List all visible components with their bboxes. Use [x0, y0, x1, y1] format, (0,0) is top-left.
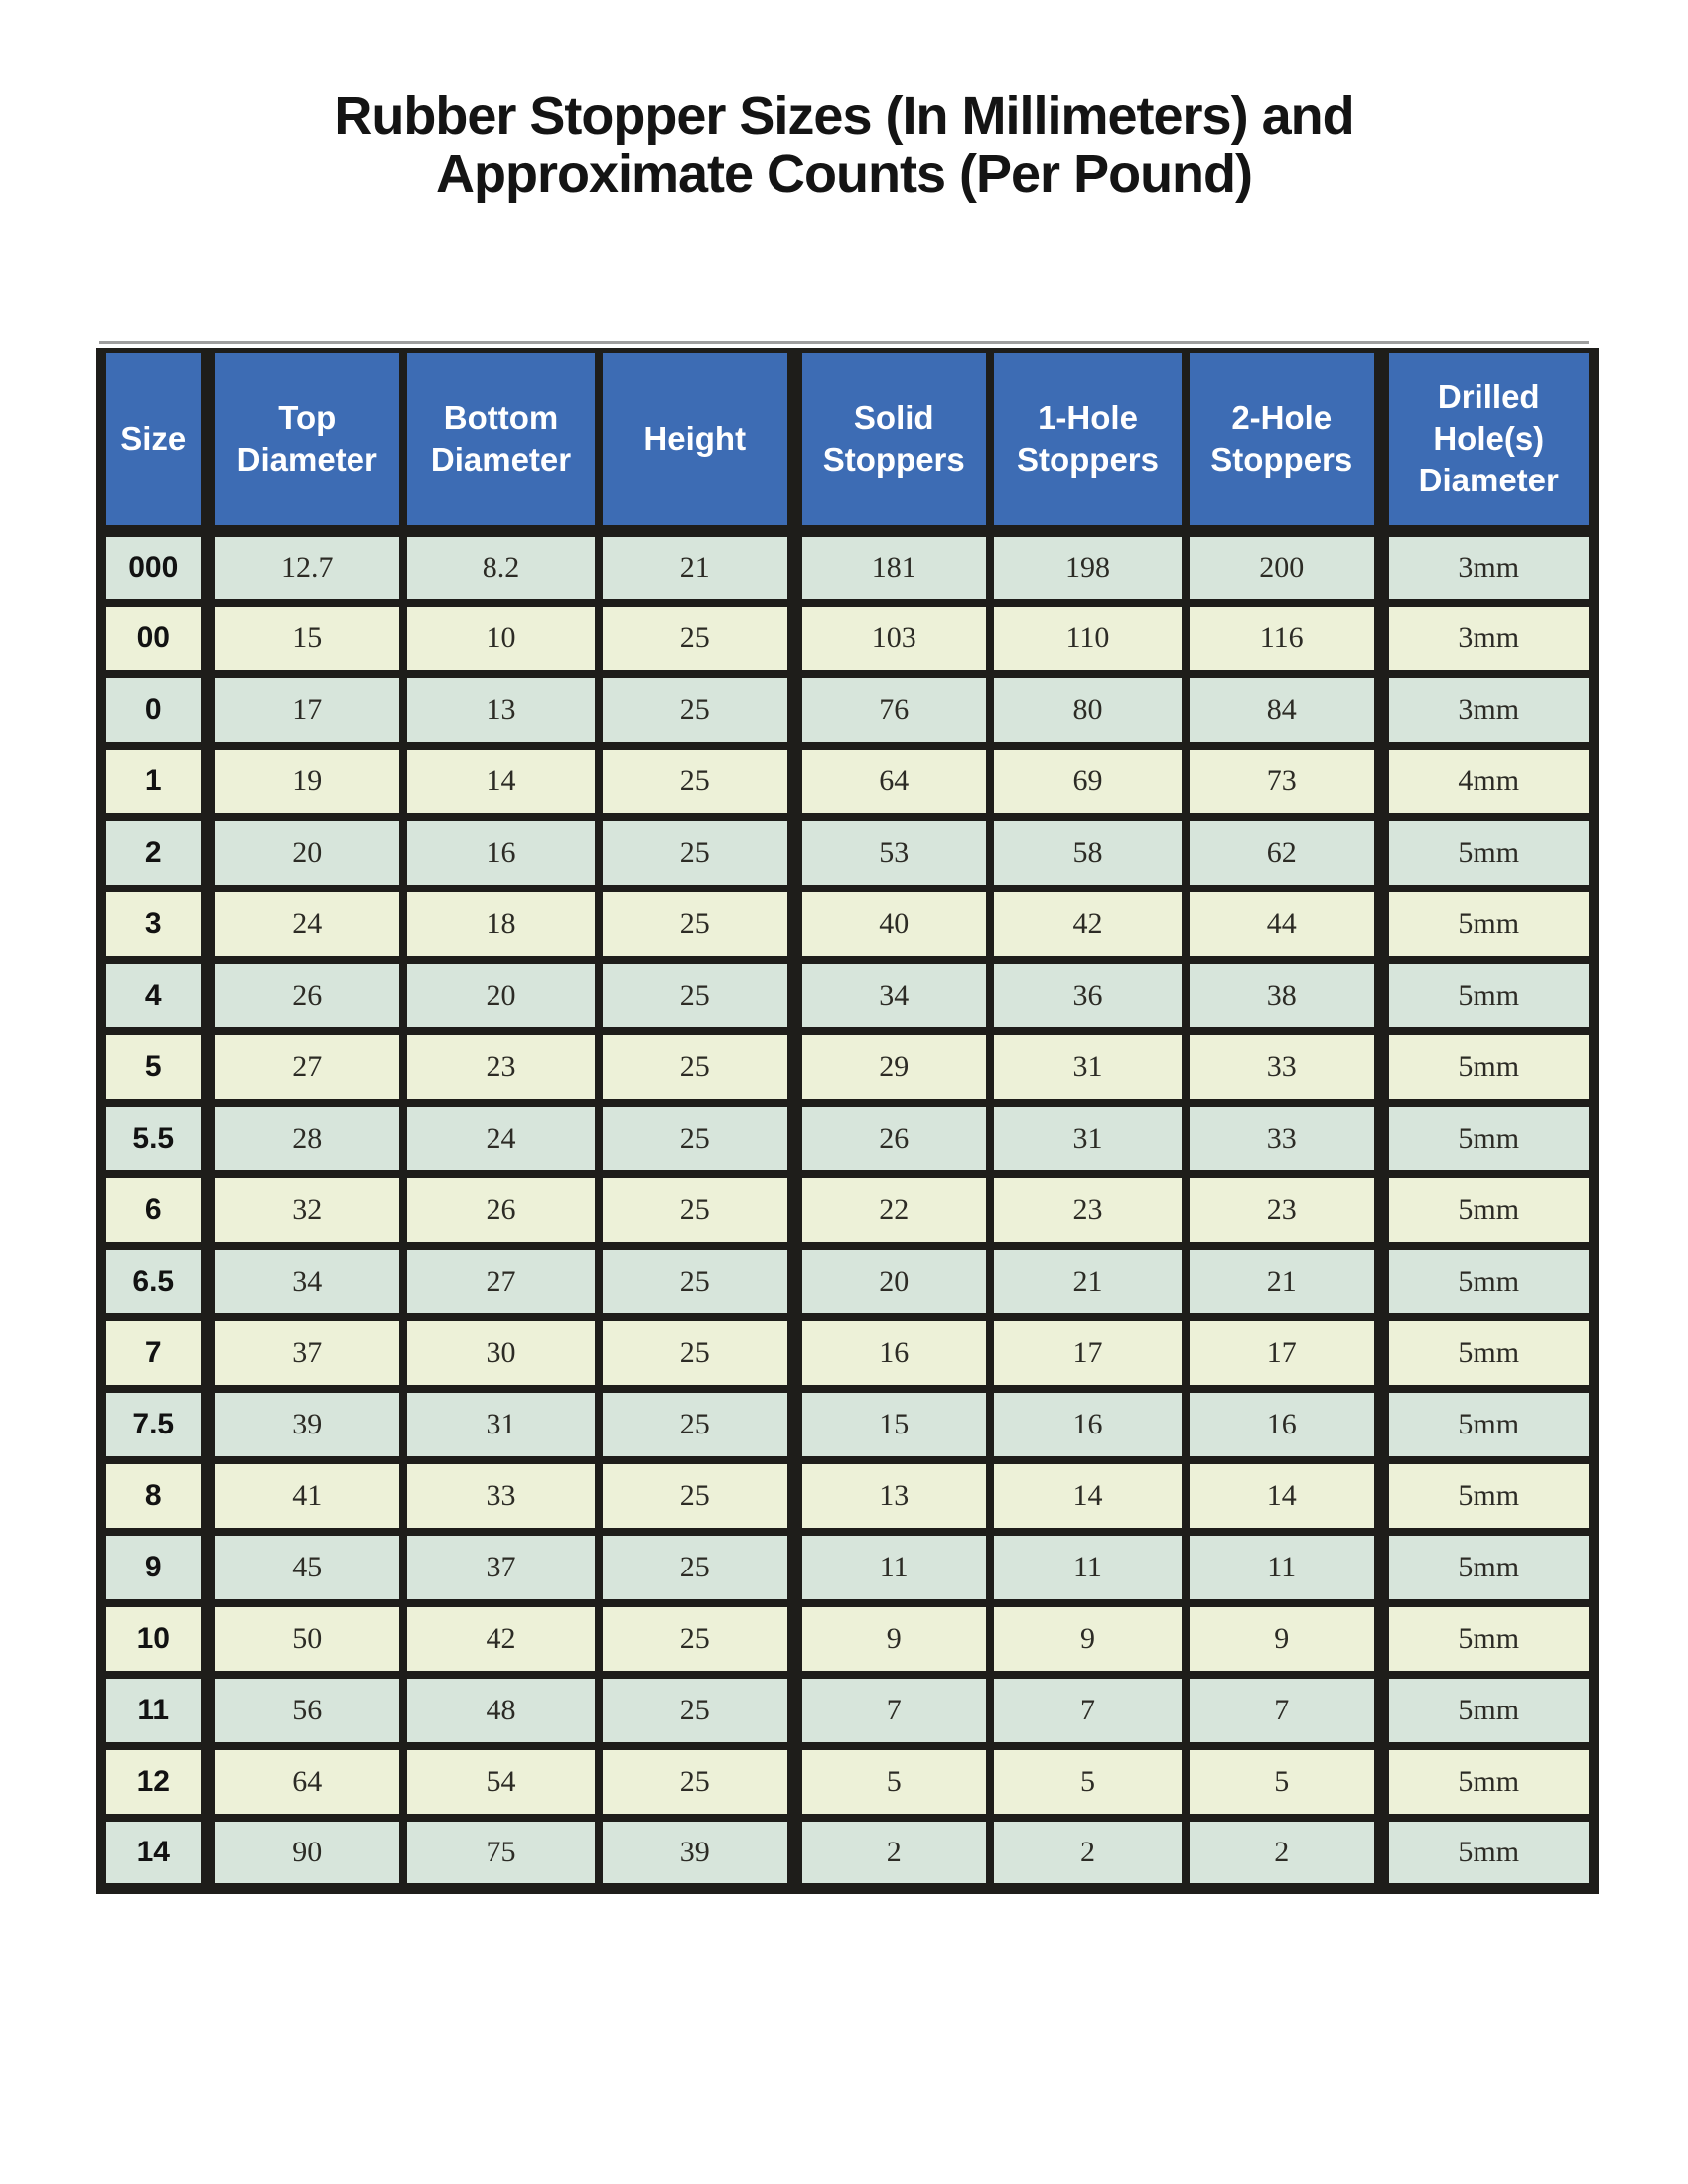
table-cell: 25: [599, 817, 794, 888]
table-cell: 20: [403, 960, 599, 1031]
table-cell: 5mm: [1381, 1246, 1594, 1317]
table-cell: 3mm: [1381, 674, 1594, 746]
table-cell: 16: [990, 1389, 1186, 1460]
table-cell: 5mm: [1381, 1603, 1594, 1675]
table-cell: 58: [990, 817, 1186, 888]
table-cell: 25: [599, 1103, 794, 1174]
table-cell: 2: [1186, 1818, 1381, 1889]
table-cell: 5mm: [1381, 888, 1594, 960]
table-cell: 5mm: [1381, 1746, 1594, 1818]
row-size-label: 6: [101, 1174, 208, 1246]
table-cell: 23: [990, 1174, 1186, 1246]
table-cell: 40: [794, 888, 990, 960]
table-cell: 7: [794, 1675, 990, 1746]
table-cell: 26: [403, 1174, 599, 1246]
table-cell: 7: [1186, 1675, 1381, 1746]
table-cell: 27: [208, 1031, 403, 1103]
table-cell: 21: [990, 1246, 1186, 1317]
row-size-label: 8: [101, 1460, 208, 1532]
table-cell: 15: [794, 1389, 990, 1460]
table-cell: 17: [1186, 1317, 1381, 1389]
table-cell: 25: [599, 1389, 794, 1460]
page-title: [0, 87, 1688, 203]
table-row: [101, 746, 1594, 817]
table-cell: 5mm: [1381, 817, 1594, 888]
row-size-label: 10: [101, 1603, 208, 1675]
table-cell: 16: [403, 817, 599, 888]
table-cell: 29: [794, 1031, 990, 1103]
column-header-top: Top Diameter: [208, 351, 403, 531]
table-cell: 33: [403, 1460, 599, 1532]
table-cell: 14: [403, 746, 599, 817]
table-cell: 7: [990, 1675, 1186, 1746]
table-cell: 14: [1186, 1460, 1381, 1532]
table-cell: 9: [990, 1603, 1186, 1675]
table-cell: 25: [599, 1317, 794, 1389]
table-cell: 22: [794, 1174, 990, 1246]
table-cell: 50: [208, 1603, 403, 1675]
row-size-label: 9: [101, 1532, 208, 1603]
table-row: [101, 1746, 1594, 1818]
table-cell: 5mm: [1381, 960, 1594, 1031]
table-cell: 25: [599, 960, 794, 1031]
table-row: [101, 531, 1594, 603]
table-cell: 56: [208, 1675, 403, 1746]
table-cell: 34: [794, 960, 990, 1031]
table-cell: 84: [1186, 674, 1381, 746]
table-cell: 48: [403, 1675, 599, 1746]
table-cell: 10: [403, 603, 599, 674]
table-cell: 44: [1186, 888, 1381, 960]
table-cell: 20: [794, 1246, 990, 1317]
table-cell: 11: [1186, 1532, 1381, 1603]
table-cell: 5: [1186, 1746, 1381, 1818]
table-cell: 5mm: [1381, 1675, 1594, 1746]
table-row: [101, 674, 1594, 746]
table-top-rule: [99, 341, 1589, 344]
column-header-one-hole: 1-Hole Stoppers: [990, 351, 1186, 531]
table-cell: 33: [1186, 1031, 1381, 1103]
table-cell: 13: [794, 1460, 990, 1532]
table-cell: 9: [1186, 1603, 1381, 1675]
table-cell: 5mm: [1381, 1103, 1594, 1174]
table-cell: 5mm: [1381, 1031, 1594, 1103]
table-cell: 5mm: [1381, 1532, 1594, 1603]
table-cell: 64: [794, 746, 990, 817]
table-cell: 36: [990, 960, 1186, 1031]
column-header-bottom: Bottom Diameter: [403, 351, 599, 531]
table-row: [101, 1460, 1594, 1532]
stopper-size-table: [96, 348, 1599, 1894]
table-cell: 38: [1186, 960, 1381, 1031]
table-cell: 4mm: [1381, 746, 1594, 817]
table-row: [101, 1246, 1594, 1317]
table-cell: 18: [403, 888, 599, 960]
table-cell: 9: [794, 1603, 990, 1675]
row-size-label: 12: [101, 1746, 208, 1818]
table-cell: 5mm: [1381, 1317, 1594, 1389]
table-cell: 34: [208, 1246, 403, 1317]
table-cell: 53: [794, 817, 990, 888]
table-cell: 2: [794, 1818, 990, 1889]
table-cell: 17: [990, 1317, 1186, 1389]
table-cell: 3mm: [1381, 603, 1594, 674]
table-cell: 20: [208, 817, 403, 888]
table-cell: 5mm: [1381, 1174, 1594, 1246]
table-row: [101, 1675, 1594, 1746]
row-size-label: 00: [101, 603, 208, 674]
row-size-label: 1: [101, 746, 208, 817]
table-cell: 25: [599, 1246, 794, 1317]
table-row: [101, 1389, 1594, 1460]
table-cell: 19: [208, 746, 403, 817]
table-header: [101, 351, 1594, 531]
table-cell: 25: [599, 1460, 794, 1532]
table-cell: 30: [403, 1317, 599, 1389]
table-row: [101, 1603, 1594, 1675]
table-row: [101, 1103, 1594, 1174]
table-row: [101, 1174, 1594, 1246]
table-body: [101, 531, 1594, 1889]
table-cell: 116: [1186, 603, 1381, 674]
row-size-label: 7.5: [101, 1389, 208, 1460]
table-cell: 45: [208, 1532, 403, 1603]
table-cell: 16: [1186, 1389, 1381, 1460]
table-cell: 103: [794, 603, 990, 674]
table-header-row: [101, 351, 1594, 531]
table-cell: 75: [403, 1818, 599, 1889]
table-cell: 64: [208, 1746, 403, 1818]
row-size-label: 000: [101, 531, 208, 603]
table-cell: 90: [208, 1818, 403, 1889]
table-cell: 69: [990, 746, 1186, 817]
table-cell: 25: [599, 603, 794, 674]
table-cell: 76: [794, 674, 990, 746]
column-header-height: Height: [599, 351, 794, 531]
row-size-label: 5: [101, 1031, 208, 1103]
row-size-label: 7: [101, 1317, 208, 1389]
table-cell: 62: [1186, 817, 1381, 888]
table-cell: 17: [208, 674, 403, 746]
table-cell: 80: [990, 674, 1186, 746]
table-cell: 27: [403, 1246, 599, 1317]
table-cell: 39: [599, 1818, 794, 1889]
table-cell: 41: [208, 1460, 403, 1532]
table-cell: 15: [208, 603, 403, 674]
table-cell: 16: [794, 1317, 990, 1389]
table-cell: 25: [599, 1675, 794, 1746]
table-row: [101, 1031, 1594, 1103]
table-cell: 5mm: [1381, 1818, 1594, 1889]
table-row: [101, 603, 1594, 674]
table-cell: 26: [794, 1103, 990, 1174]
table-cell: 24: [403, 1103, 599, 1174]
table-cell: 11: [990, 1532, 1186, 1603]
table-cell: 5: [990, 1746, 1186, 1818]
row-size-label: 11: [101, 1675, 208, 1746]
table-cell: 25: [599, 674, 794, 746]
table-cell: 21: [599, 531, 794, 603]
column-header-two-hole: 2-Hole Stoppers: [1186, 351, 1381, 531]
table-cell: 5mm: [1381, 1389, 1594, 1460]
table-cell: 25: [599, 888, 794, 960]
table-cell: 200: [1186, 531, 1381, 603]
table-cell: 198: [990, 531, 1186, 603]
table-cell: 23: [1186, 1174, 1381, 1246]
table-row: [101, 817, 1594, 888]
table-cell: 25: [599, 1031, 794, 1103]
table-cell: 25: [599, 1603, 794, 1675]
table-cell: 31: [990, 1031, 1186, 1103]
table-cell: 25: [599, 1532, 794, 1603]
table-cell: 110: [990, 603, 1186, 674]
table-row: [101, 960, 1594, 1031]
table-cell: 54: [403, 1746, 599, 1818]
table-cell: 181: [794, 531, 990, 603]
table-cell: 39: [208, 1389, 403, 1460]
table-cell: 37: [403, 1532, 599, 1603]
table-cell: 8.2: [403, 531, 599, 603]
row-size-label: 6.5: [101, 1246, 208, 1317]
row-size-label: 3: [101, 888, 208, 960]
row-size-label: 14: [101, 1818, 208, 1889]
table-row: [101, 888, 1594, 960]
table-cell: 2: [990, 1818, 1186, 1889]
table-cell: 24: [208, 888, 403, 960]
row-size-label: 2: [101, 817, 208, 888]
table-cell: 31: [990, 1103, 1186, 1174]
table-cell: 37: [208, 1317, 403, 1389]
page-title-line-1: Rubber Stopper Sizes (In Millimeters) and: [334, 86, 1354, 146]
column-header-size: Size: [101, 351, 208, 531]
table-cell: 12.7: [208, 531, 403, 603]
page-title-line-2: Approximate Counts (Per Pound): [435, 144, 1253, 204]
table-cell: 31: [403, 1389, 599, 1460]
row-size-label: 5.5: [101, 1103, 208, 1174]
column-header-drilled: Drilled Hole(s) Diameter: [1381, 351, 1594, 531]
table-cell: 23: [403, 1031, 599, 1103]
table-cell: 32: [208, 1174, 403, 1246]
row-size-label: 0: [101, 674, 208, 746]
table-cell: 42: [990, 888, 1186, 960]
table-cell: 5: [794, 1746, 990, 1818]
table-cell: 25: [599, 746, 794, 817]
table-cell: 11: [794, 1532, 990, 1603]
table-row: [101, 1317, 1594, 1389]
row-size-label: 4: [101, 960, 208, 1031]
table-row: [101, 1818, 1594, 1889]
table-cell: 14: [990, 1460, 1186, 1532]
table-cell: 3mm: [1381, 531, 1594, 603]
table-cell: 28: [208, 1103, 403, 1174]
table-cell: 21: [1186, 1246, 1381, 1317]
table-cell: 5mm: [1381, 1460, 1594, 1532]
table-cell: 42: [403, 1603, 599, 1675]
table-cell: 13: [403, 674, 599, 746]
table-cell: 25: [599, 1174, 794, 1246]
table-cell: 33: [1186, 1103, 1381, 1174]
table-cell: 73: [1186, 746, 1381, 817]
table-cell: 26: [208, 960, 403, 1031]
table-row: [101, 1532, 1594, 1603]
column-header-solid: Solid Stoppers: [794, 351, 990, 531]
table-cell: 25: [599, 1746, 794, 1818]
